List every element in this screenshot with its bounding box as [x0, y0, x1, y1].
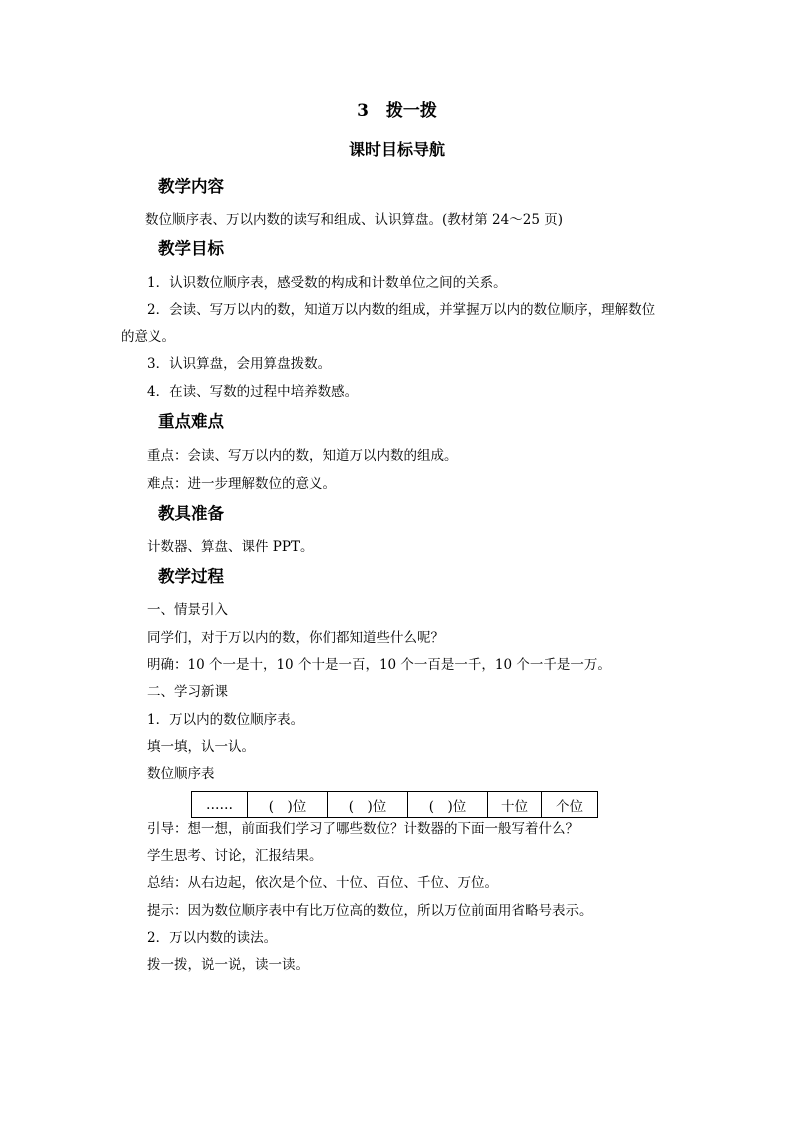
- heading-teaching-content: 教学内容: [158, 177, 224, 196]
- heading-teaching-process: 教学过程: [158, 567, 224, 586]
- process-line: 总结：从右边起，依次是个位、十位、百位、千位、万位。: [147, 875, 498, 891]
- heading-teaching-goals: 教学目标: [158, 239, 224, 258]
- place-value-row: [192, 792, 598, 818]
- goal-item: 1．认识数位顺序表，感受数的构成和计数单位之间的关系。: [147, 275, 507, 291]
- place-value-table: [191, 791, 598, 818]
- lesson-subtitle: 课时目标导航: [348, 140, 445, 159]
- goal-item: 3．认识算盘，会用算盘拨数。: [147, 356, 332, 372]
- place-value-cell-blank: ( )位: [408, 792, 488, 818]
- place-value-cell-tens: 十位: [488, 792, 542, 818]
- materials-text: 计数器、算盘、课件 PPT。: [147, 539, 314, 555]
- goal-item: 2．会读、写万以内的数，知道万以内数的组成，并掌握万以内的数位顺序，理解数位: [147, 302, 656, 318]
- process-line: 明确：10 个一是十，10 个十是一百，10 个一百是一千，10 个一千是一万。: [147, 657, 611, 673]
- key-point-item: 难点：进一步理解数位的意义。: [147, 476, 336, 492]
- goal-item: 4．在读、写数的过程中培养数感。: [147, 384, 359, 400]
- process-line: 学生思考、讨论，汇报结果。: [147, 848, 323, 864]
- process-line: 一、情景引入: [147, 602, 228, 618]
- process-line: 2．万以内数的读法。: [147, 930, 278, 946]
- goal-item-continuation: 的意义。: [121, 329, 175, 345]
- place-value-cell-ones: 个位: [542, 792, 598, 818]
- process-line: 引导：想一想，前面我们学习了哪些数位？计数器的下面一般写着什么？: [147, 821, 579, 837]
- place-value-cell-blank: ( )位: [248, 792, 328, 818]
- process-line: 拨一拨，说一说，读一读。: [147, 957, 309, 973]
- key-point-item: 重点：会读、写万以内的数，知道万以内数的组成。: [147, 448, 458, 464]
- process-line: 数位顺序表: [147, 766, 215, 782]
- process-line: 二、学习新课: [147, 684, 228, 700]
- process-line: 同学们，对于万以内的数，你们都知道些什么呢？: [147, 630, 444, 646]
- heading-materials: 教具准备: [158, 504, 224, 523]
- process-line: 1．万以内的数位顺序表。: [147, 712, 305, 728]
- place-value-cell-ellipsis: ……: [192, 792, 248, 818]
- place-value-cell-blank: ( )位: [328, 792, 408, 818]
- process-line: 提示：因为数位顺序表中有比万位高的数位，所以万位前面用省略号表示。: [147, 903, 593, 919]
- lesson-title: 3 拨一拨: [357, 101, 437, 121]
- process-line: 填一填，认一认。: [147, 739, 255, 755]
- teaching-content-text: 数位顺序表、万以内数的读写和组成、认识算盘。(教材第 24～25 页): [145, 212, 563, 228]
- heading-key-points: 重点难点: [158, 412, 224, 431]
